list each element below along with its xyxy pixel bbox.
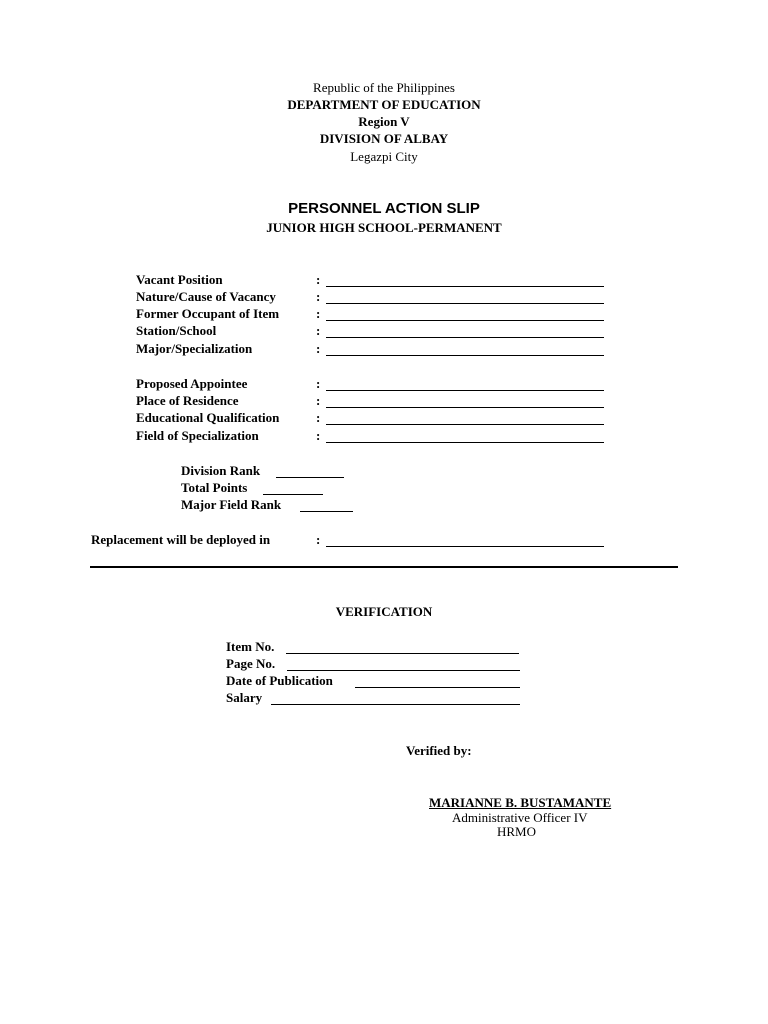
field-colon: :	[316, 272, 321, 287]
field-label: Station/School	[136, 323, 217, 338]
place-of-residence-input[interactable]	[326, 393, 604, 408]
field-colon: :	[316, 376, 321, 391]
field-label: Educational Qualification	[136, 410, 280, 425]
header-region: Region V	[358, 114, 410, 129]
former-occupant-input[interactable]	[326, 306, 604, 321]
header-department: DEPARTMENT OF EDUCATION	[287, 97, 481, 112]
document-subtitle: JUNIOR HIGH SCHOOL-PERMANENT	[266, 220, 502, 235]
rank-label: Total Points	[181, 480, 248, 495]
date-of-publication-input[interactable]	[355, 673, 520, 688]
station-school-input[interactable]	[326, 323, 604, 338]
vacant-position-input[interactable]	[326, 272, 604, 287]
header-city: Legazpi City	[350, 149, 418, 164]
total-points-input[interactable]	[263, 480, 323, 495]
field-label: Place of Residence	[136, 393, 239, 408]
verification-label: Salary	[226, 690, 263, 705]
rank-label: Major Field Rank	[181, 497, 282, 512]
major-specialization-input[interactable]	[326, 341, 604, 356]
field-colon: :	[316, 410, 321, 425]
field-label: Nature/Cause of Vacancy	[136, 289, 276, 304]
header-republic: Republic of the Philippines	[313, 80, 455, 95]
signatory-office: HRMO	[497, 824, 537, 839]
verification-title: VERIFICATION	[335, 604, 433, 619]
page-no-input[interactable]	[287, 656, 520, 671]
division-rank-input[interactable]	[276, 463, 344, 478]
field-label: Major/Specialization	[136, 341, 253, 356]
replacement-input[interactable]	[326, 532, 604, 547]
educational-qualification-input[interactable]	[326, 410, 604, 425]
field-label: Vacant Position	[136, 272, 223, 287]
item-no-input[interactable]	[286, 639, 519, 654]
field-label: Proposed Appointee	[136, 376, 248, 391]
verification-label: Date of Publication	[226, 673, 333, 688]
field-colon: :	[316, 289, 321, 304]
field-colon: :	[316, 532, 321, 547]
major-field-rank-input[interactable]	[300, 497, 353, 512]
signatory-name: MARIANNE B. BUSTAMANTE	[429, 795, 612, 810]
field-colon: :	[316, 306, 321, 321]
proposed-appointee-input[interactable]	[326, 376, 604, 391]
field-of-specialization-input[interactable]	[326, 428, 604, 443]
verification-label: Item No.	[226, 639, 275, 654]
field-label: Former Occupant of Item	[136, 306, 280, 321]
section-divider	[90, 566, 678, 568]
field-label: Field of Specialization	[136, 428, 259, 443]
verified-by-label: Verified by:	[406, 743, 472, 758]
signatory-position: Administrative Officer IV	[452, 810, 588, 825]
salary-input[interactable]	[271, 690, 520, 705]
nature-cause-input[interactable]	[326, 289, 604, 304]
field-colon: :	[316, 428, 321, 443]
field-colon: :	[316, 323, 321, 338]
document-title: PERSONNEL ACTION SLIP	[288, 200, 480, 217]
field-colon: :	[316, 341, 321, 356]
verification-label: Page No.	[226, 656, 276, 671]
rank-label: Division Rank	[181, 463, 261, 478]
header-division: DIVISION OF ALBAY	[319, 131, 449, 146]
replacement-label: Replacement will be deployed in	[91, 532, 271, 547]
field-colon: :	[316, 393, 321, 408]
